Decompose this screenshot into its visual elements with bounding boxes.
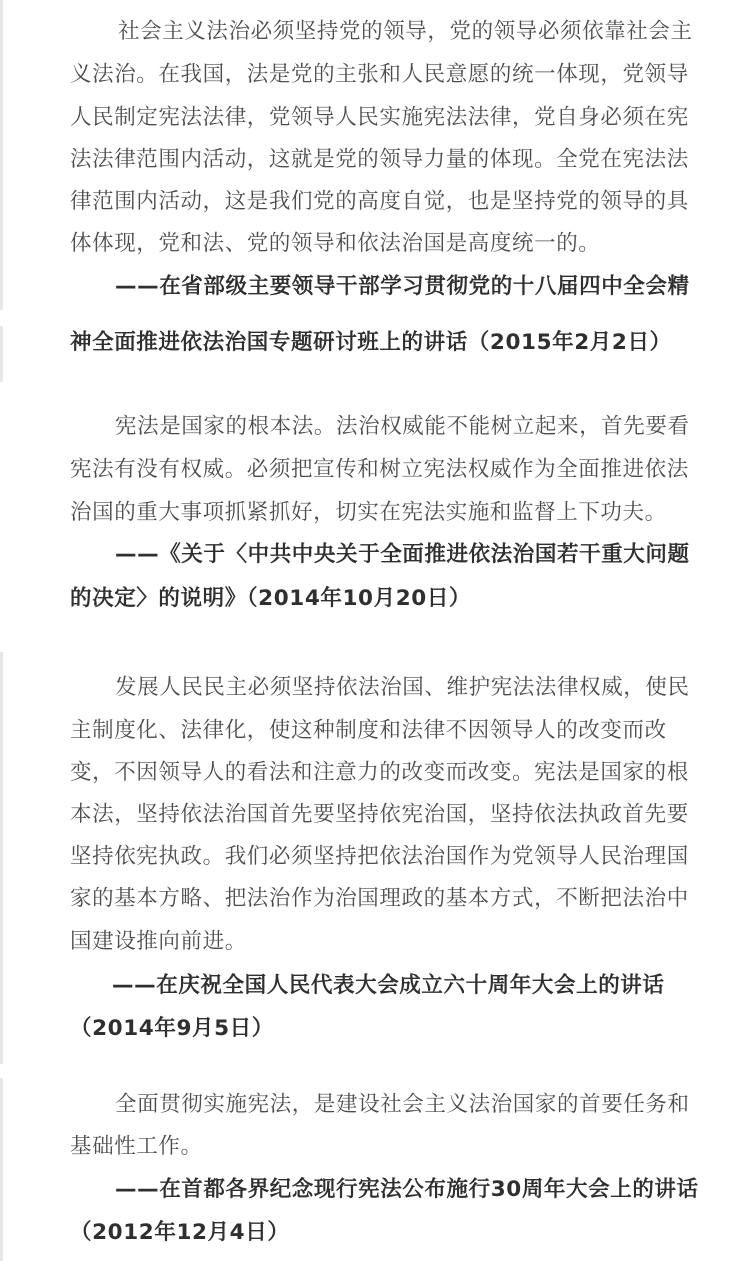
quote-4-source-line-1: ——在首都各界纪念现行宪法公布施行30周年大会上的讲话 [115,1177,699,1202]
quote-2-body-line-1: 宪法是国家的根本法。法治权威能不能树立起来，首先要看 [115,414,690,439]
left-rail [0,326,3,382]
quote-block-3 [0,640,734,1070]
quote-block-2 [0,400,734,640]
left-rail [0,0,3,310]
quote-3-body-line-4: 本法，坚持依法治国首先要坚持依宪治国，坚持依法执政首先要 [70,802,689,827]
quote-4-source-line-2: （2012年12月4日） [70,1220,290,1245]
quote-2-source-line-2: 的决定〉的说明》（2014年10月20日） [70,586,472,611]
quote-2-body-line-2: 宪法有没有权威。必须把宣传和树立宪法权威作为全面推进依法 [70,457,689,482]
quote-1-source-line-2: 神全面推进依法治国专题研讨班上的讲话（2015年2月2日） [70,330,672,355]
quote-block-1-continued [0,320,734,400]
quote-3-body-line-5: 坚持依宪执政。我们必须坚持把依法治国作为党领导人民治理国 [70,844,689,869]
quote-3-body-line-7: 国建设推向前进。 [70,929,247,954]
quote-4-body-line-2: 基础性工作。 [70,1134,203,1159]
quote-block-4 [0,1070,734,1267]
quote-1-body-line-5: 律范围内活动，这是我们党的高度自觉，也是坚持党的领导的具 [70,189,689,214]
left-rail [0,652,3,1064]
quote-block-1 [0,0,734,320]
quote-1-body-line-3: 人民制定宪法法律，党领导人民实施宪法法律，党自身必须在宪 [70,105,689,130]
quote-1-body-line-4: 法法律范围内活动，这就是党的领导力量的体现。全党在宪法法 [70,147,689,172]
quote-4-body-line-1: 全面贯彻实施宪法，是建设社会主义法治国家的首要任务和 [115,1092,690,1117]
quote-3-body-line-2: 主制度化、法律化，使这种制度和法律不因领导人的改变而改 [70,718,667,743]
quote-1-body-line-6: 体体现，党和法、党的领导和依法治国是高度统一的。 [70,231,601,256]
quote-3-source-line-1: ——在庆祝全国人民代表大会成立六十周年大会上的讲话 [112,973,665,998]
quote-2-source-line-1: ——《关于〈中共中央关于全面推进依法治国若干重大问题 [115,542,690,567]
left-rail [0,1078,3,1261]
quote-3-body-line-1: 发展人民民主必须坚持依法治国、维护宪法法律权威，使民 [115,675,690,700]
quote-2-body-line-3: 治国的重大事项抓紧抓好，切实在宪法实施和监督上下功夫。 [70,500,667,525]
quote-1-body-line-1: 社会主义法治必须坚持党的领导，党的领导必须依靠社会主 [118,19,693,44]
quote-1-source-line-1: ——在省部级主要领导干部学习贯彻党的十八届四中全会精 [115,274,690,299]
quote-1-body-line-2: 义法治。在我国，法是党的主张和人民意愿的统一体现，党领导 [70,62,689,87]
quote-3-body-line-6: 家的基本方略、把法治作为治国理政的基本方式，不断把法治中 [70,886,689,911]
quote-3-body-line-3: 变，不因领导人的看法和注意力的改变而改变。宪法是国家的根 [70,760,689,785]
quote-3-source-line-2: （2014年9月5日） [70,1016,274,1041]
